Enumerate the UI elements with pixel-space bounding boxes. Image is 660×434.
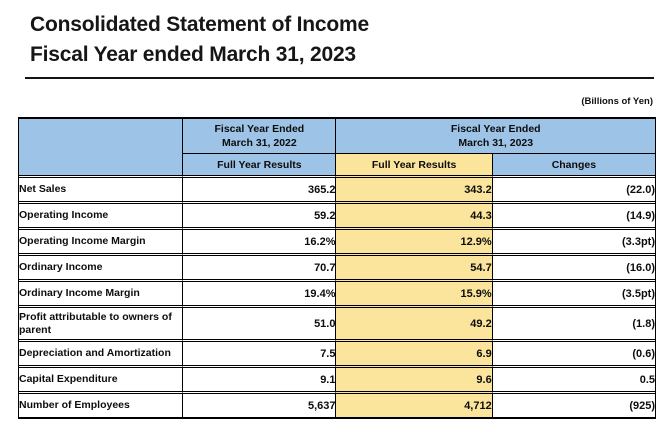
fy2023-value: 9.6 xyxy=(335,365,491,391)
income-statement-table-container xyxy=(18,117,653,419)
col-header-fy2022 xyxy=(182,119,335,153)
fy2022-value: 16.2% xyxy=(182,227,335,253)
change-value: (22.0) xyxy=(492,175,655,201)
fy2023-value: 49.2 xyxy=(335,305,491,339)
fy2023-value: 6.9 xyxy=(335,339,491,365)
change-value: (14.9) xyxy=(492,201,655,227)
fy2023-value: 4,712 xyxy=(335,391,491,417)
income-statement-table xyxy=(18,117,656,419)
table-corner-cell xyxy=(19,119,182,175)
subheader-fy2023-full-year-results: Full Year Results xyxy=(335,153,491,175)
change-value: (3.5pt) xyxy=(492,279,655,305)
row-label: Operating Income xyxy=(19,201,182,227)
col-header-fy2022-line1: Fiscal Year Ended xyxy=(214,123,305,135)
fy2022-value: 19.4% xyxy=(182,279,335,305)
col-header-fy2023-line1: Fiscal Year Ended xyxy=(450,123,541,135)
row-label: Profit attributable to owners of parent xyxy=(19,305,182,339)
change-value: (0.6) xyxy=(492,339,655,365)
table-row-net-sales xyxy=(19,175,655,201)
row-label: Ordinary Income xyxy=(19,253,182,279)
fy2023-value: 12.9% xyxy=(335,227,491,253)
fy2022-value: 70.7 xyxy=(182,253,335,279)
title-underline-divider xyxy=(25,77,654,79)
table-row-depreciation-and-amortization xyxy=(19,339,655,365)
change-value: 0.5 xyxy=(492,365,655,391)
change-value: (1.8) xyxy=(492,305,655,339)
header-row-fiscal-years xyxy=(19,119,655,153)
table-row-ordinary-income-margin xyxy=(19,279,655,305)
row-label: Net Sales xyxy=(19,175,182,201)
fy2022-value: 51.0 xyxy=(182,305,335,339)
fy2022-value: 7.5 xyxy=(182,339,335,365)
page-title-line1: Consolidated Statement of Income xyxy=(30,13,369,36)
fy2023-value: 54.7 xyxy=(335,253,491,279)
col-header-fy2023 xyxy=(335,119,655,153)
change-value: (16.0) xyxy=(492,253,655,279)
table-row-number-of-employees xyxy=(19,391,655,417)
fy2023-value: 15.9% xyxy=(335,279,491,305)
page-title-line2: Fiscal Year ended March 31, 2023 xyxy=(30,43,356,66)
fy2023-value: 343.2 xyxy=(335,175,491,201)
row-label: Number of Employees xyxy=(19,391,182,417)
fy2022-value: 59.2 xyxy=(182,201,335,227)
subheader-fy2022-full-year-results: Full Year Results xyxy=(182,153,335,175)
row-label: Capital Expenditure xyxy=(19,365,182,391)
unit-note: (Billions of Yen) xyxy=(581,96,653,107)
row-label: Depreciation and Amortization xyxy=(19,339,182,365)
col-header-fy2023-line2: March 31, 2023 xyxy=(458,137,534,149)
row-label: Operating Income Margin xyxy=(19,227,182,253)
table-row-profit-attributable-to-owners-of-parent xyxy=(19,305,655,339)
fy2022-value: 365.2 xyxy=(182,175,335,201)
fy2022-value: 9.1 xyxy=(182,365,335,391)
table-row-ordinary-income xyxy=(19,253,655,279)
table-row-capital-expenditure xyxy=(19,365,655,391)
change-value: (3.3pt) xyxy=(492,227,655,253)
subheader-changes: Changes xyxy=(492,153,655,175)
row-label: Ordinary Income Margin xyxy=(19,279,182,305)
table-row-operating-income xyxy=(19,201,655,227)
page-title xyxy=(30,10,369,70)
change-value: (925) xyxy=(492,391,655,417)
fy2022-value: 5,637 xyxy=(182,391,335,417)
table-row-operating-income-margin xyxy=(19,227,655,253)
fy2023-value: 44.3 xyxy=(335,201,491,227)
col-header-fy2022-line2: March 31, 2022 xyxy=(222,137,297,149)
